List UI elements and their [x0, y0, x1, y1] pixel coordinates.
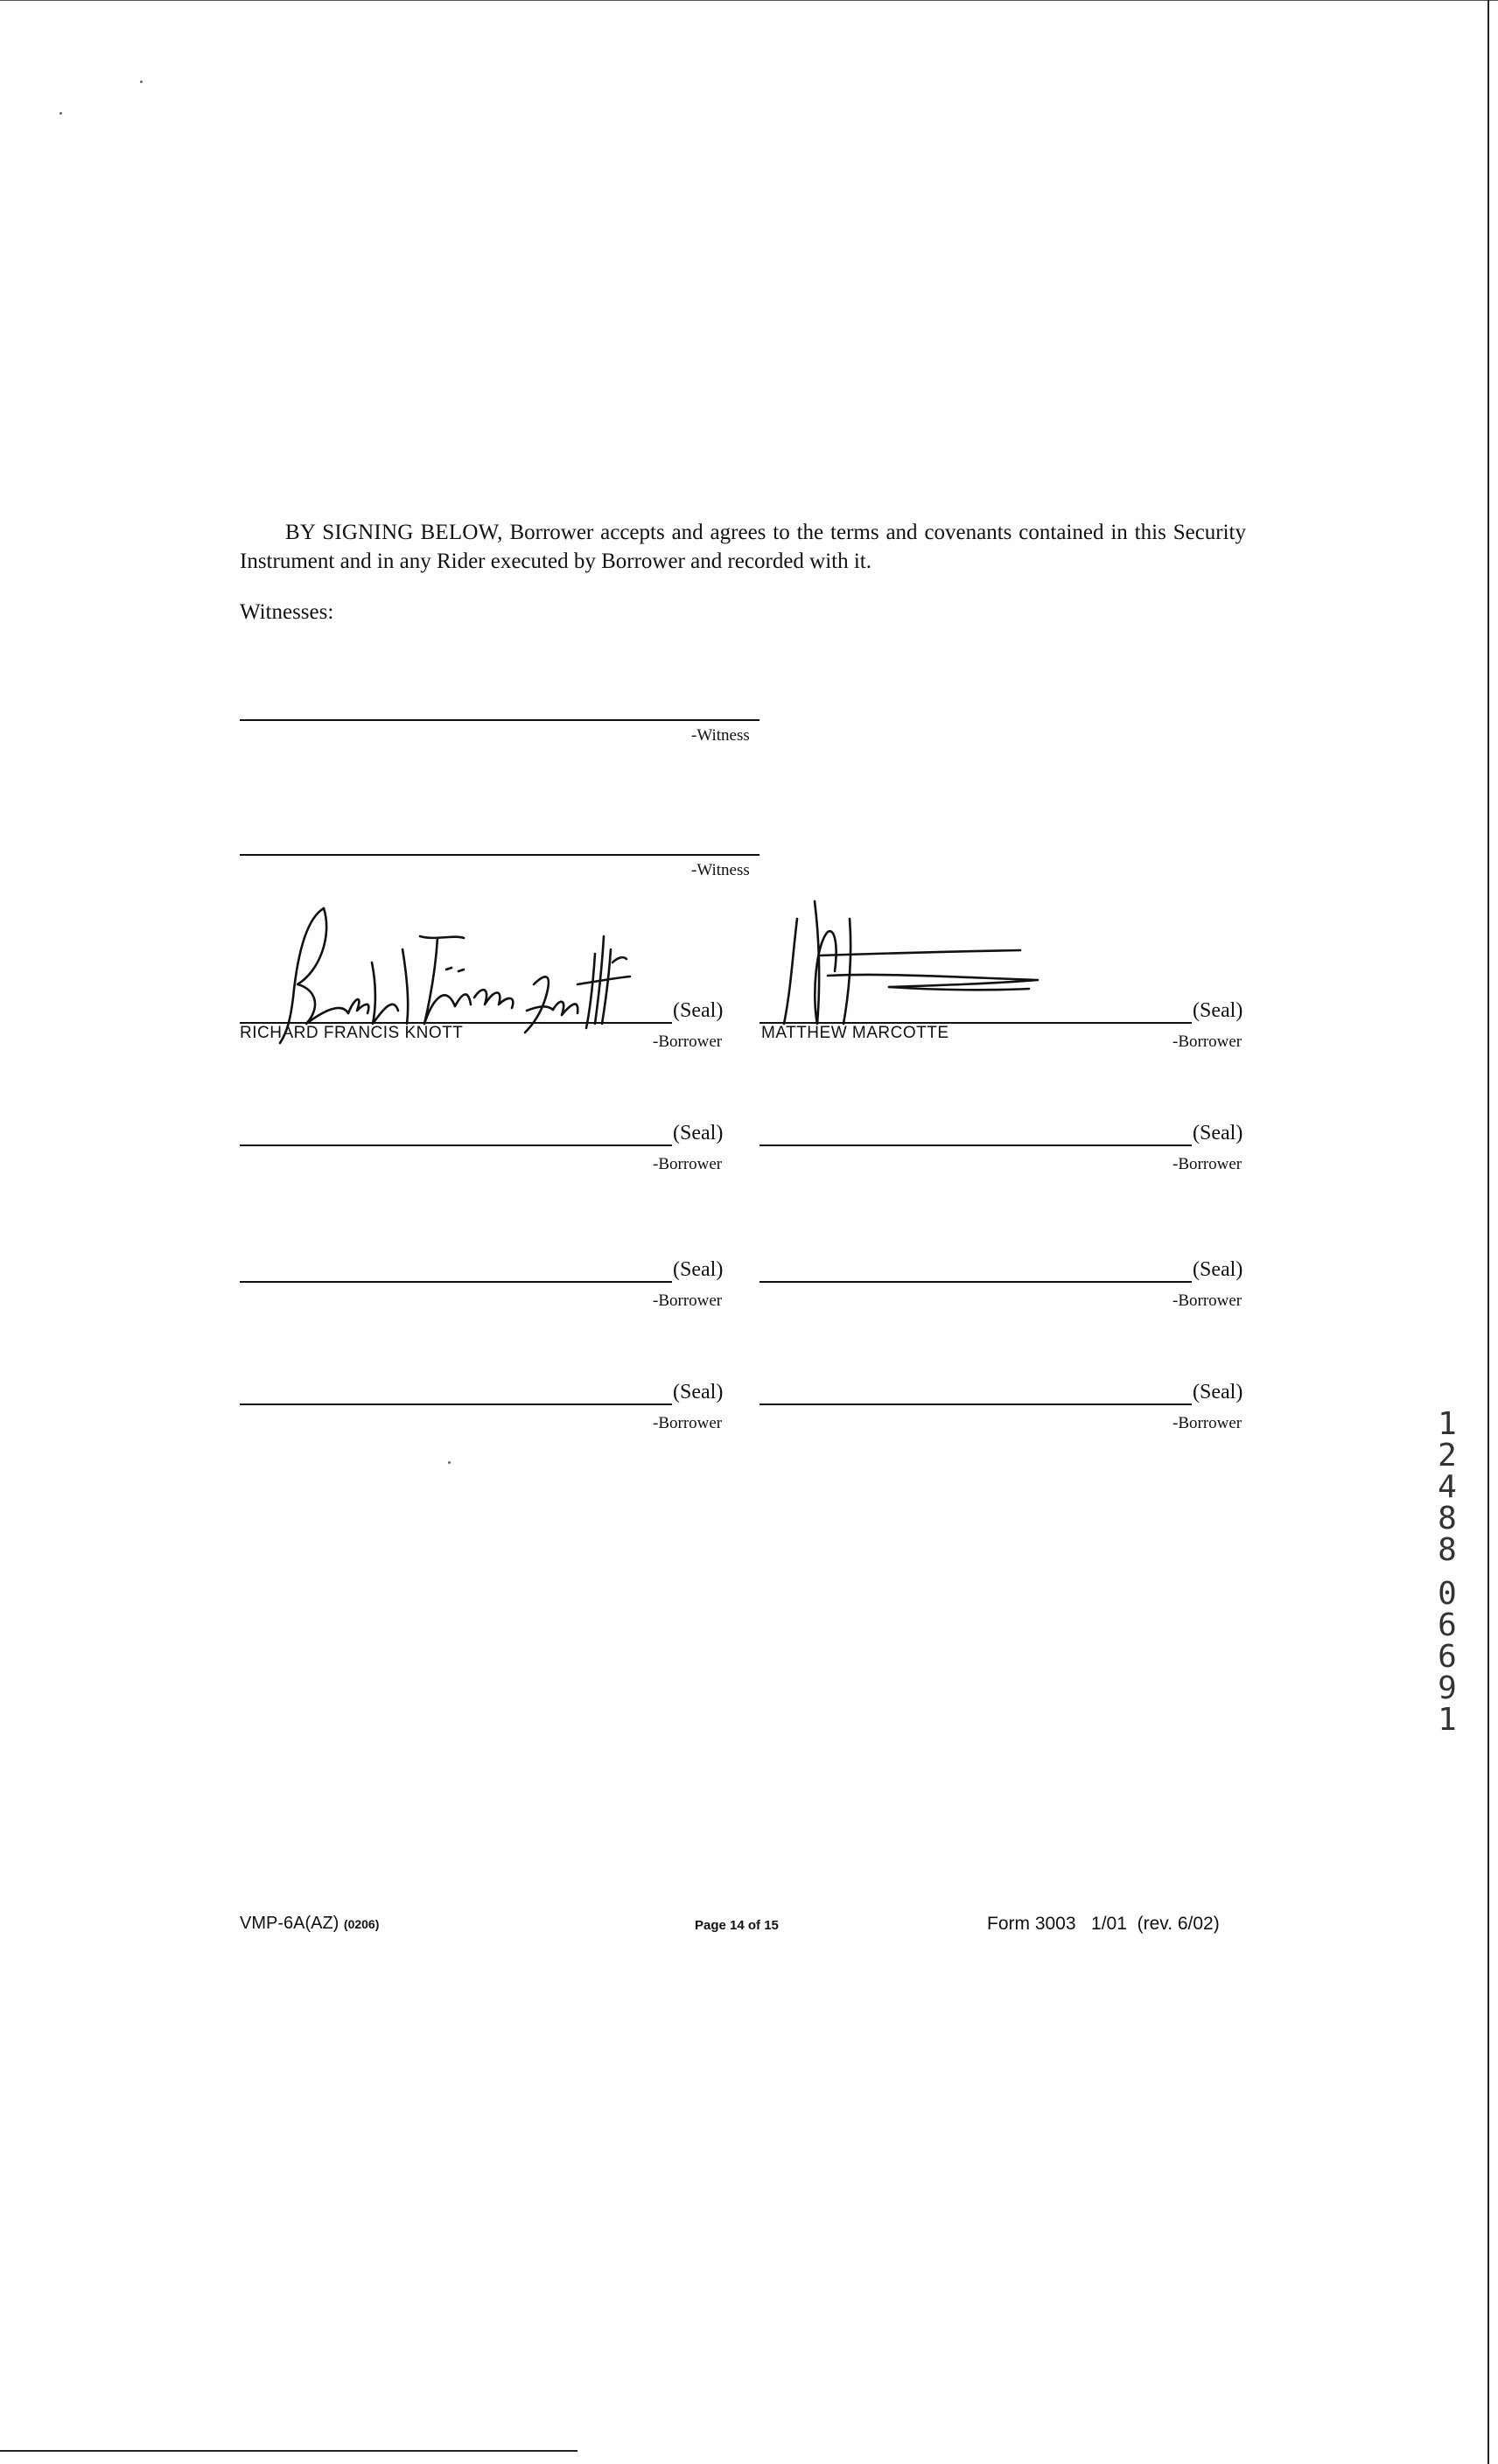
seal-label: (Seal) — [673, 1381, 724, 1404]
recording-digit: 8 — [1438, 1501, 1457, 1536]
seal-label: (Seal) — [673, 1122, 724, 1144]
handwritten-signature — [245, 901, 691, 1054]
witnesses-heading: Witnesses: — [240, 600, 334, 624]
borrower-signature-line[interactable] — [240, 1144, 672, 1146]
page-number: Page 14 of 15 — [695, 1918, 779, 1933]
borrower-signature-line[interactable] — [760, 1144, 1192, 1146]
form-code: VMP-6A(AZ) — [240, 1914, 340, 1933]
statement-lead: BY SIGNING BELOW, — [285, 521, 503, 544]
recording-digit: 6 — [1438, 1607, 1457, 1643]
borrower-role-label: -Borrower — [1172, 1414, 1242, 1432]
borrower-role-label: -Borrower — [653, 1292, 723, 1310]
witness-label: -Witness — [691, 726, 750, 745]
recording-digit: 6 — [1438, 1639, 1457, 1675]
witness-signature-line[interactable] — [240, 719, 760, 721]
seal-label: (Seal) — [1193, 999, 1243, 1022]
borrower-role-label: -Borrower — [1172, 1155, 1242, 1173]
form-code-suffix: (0206) — [343, 1917, 380, 1931]
borrower-signature-line[interactable] — [760, 1281, 1192, 1283]
seal-label: (Seal) — [673, 999, 724, 1022]
borrower-role-label: -Borrower — [653, 1155, 723, 1173]
scan-edge-right — [1488, 0, 1489, 2464]
borrower-role-label: -Borrower — [653, 1414, 723, 1432]
scan-speck — [140, 80, 143, 83]
recording-digit: 2 — [1438, 1438, 1457, 1474]
seal-label: (Seal) — [1193, 1258, 1243, 1281]
witness-signature-line[interactable] — [240, 854, 760, 856]
recording-digit: 1 — [1438, 1702, 1457, 1738]
witness-label: -Witness — [691, 861, 750, 879]
recording-digit: 4 — [1438, 1469, 1457, 1505]
borrower-signature-line[interactable] — [240, 1281, 672, 1283]
borrower-signature-line[interactable] — [240, 1404, 672, 1405]
recording-digit: 9 — [1438, 1670, 1457, 1706]
recording-digit: 8 — [1438, 1532, 1457, 1568]
seal-label: (Seal) — [1193, 1381, 1243, 1404]
recording-digit: 1 — [1438, 1406, 1457, 1442]
borrower-printed-name: RICHARD FRANCIS KNOTT — [240, 1024, 464, 1042]
signature-statement — [240, 518, 1246, 576]
form-number: Form 3003 1/01 (rev. 6/02) — [987, 1914, 1220, 1934]
footer-form-code — [240, 1914, 379, 1934]
statement-text: Borrower accepts and agrees to the terms and covenants contained in this Security Instrument and in any Rider executed by Borrower and recorded with it. — [240, 521, 1247, 573]
borrower-role-label: -Borrower — [1172, 1292, 1242, 1310]
recording-digit: 0 — [1438, 1576, 1457, 1612]
borrower-printed-name: MATTHEW MARCOTTE — [761, 1024, 949, 1042]
scan-speck — [448, 1461, 451, 1464]
scan-edge-bottom — [0, 2450, 578, 2452]
seal-label: (Seal) — [673, 1258, 724, 1281]
borrower-role-label: -Borrower — [1172, 1032, 1242, 1051]
scan-edge-top — [0, 0, 1498, 1]
borrower-role-label: -Borrower — [653, 1032, 723, 1051]
seal-label: (Seal) — [1193, 1122, 1243, 1144]
handwritten-signature — [766, 892, 1064, 1046]
borrower-signature-line[interactable] — [760, 1404, 1192, 1405]
scan-speck — [60, 112, 62, 115]
recording-number — [1432, 1406, 1463, 1738]
